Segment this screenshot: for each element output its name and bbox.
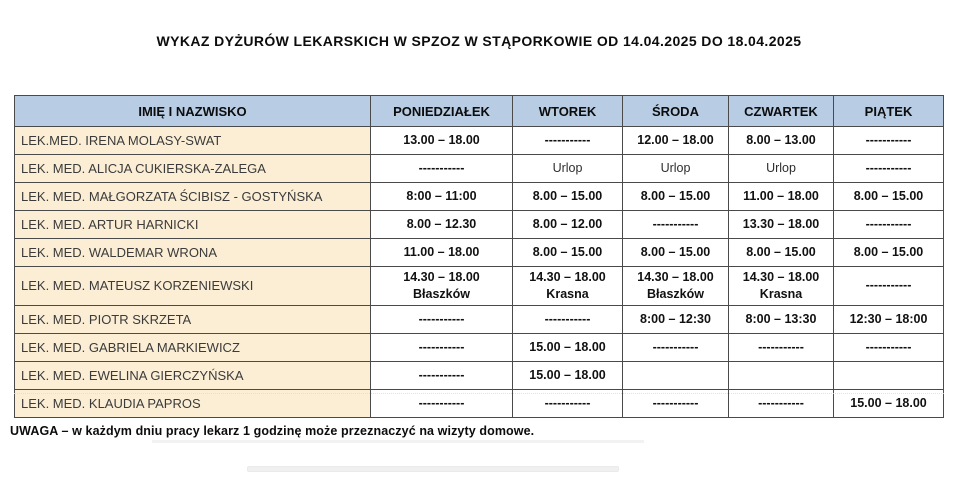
column-header-day-1: PONIEDZIAŁEK bbox=[371, 96, 513, 127]
duty-time-cell: 8:00 – 11:00 bbox=[371, 183, 513, 211]
table-row bbox=[15, 239, 944, 267]
duty-time-cell: ----------- bbox=[371, 361, 513, 389]
page-title: WYKAZ DYŻURÓW LEKARSKICH W SPZOZ W STĄPORKOWIE OD 14.04.2025 DO 18.04.2025 bbox=[156, 33, 802, 49]
duty-schedule-table bbox=[14, 95, 944, 418]
table-row bbox=[15, 183, 944, 211]
faint-divider-artifact bbox=[14, 393, 944, 394]
duty-time-cell: 15.00 – 18.00 bbox=[834, 389, 944, 417]
duty-time-cell: ----------- bbox=[513, 127, 623, 155]
table-row bbox=[15, 211, 944, 239]
duty-time-cell: 15.00 – 18.00 bbox=[513, 361, 623, 389]
duty-time-cell: Urlop bbox=[513, 155, 623, 183]
duty-time-cell: 8.00 – 15.00 bbox=[834, 239, 944, 267]
doctor-name-cell: LEK. MED. EWELINA GIERCZYŃSKA bbox=[15, 361, 371, 389]
duty-time-cell: 13.00 – 18.00 bbox=[371, 127, 513, 155]
duty-time-cell: ----------- bbox=[729, 389, 834, 417]
table-body bbox=[15, 127, 944, 418]
duty-time-cell: ----------- bbox=[371, 389, 513, 417]
duty-time-cell: 15.00 – 18.00 bbox=[513, 333, 623, 361]
table-row bbox=[15, 305, 944, 333]
footer-note: UWAGA – w każdym dniu pracy lekarz 1 godzinę może przeznaczyć na wizyty domowe. bbox=[10, 424, 535, 438]
duty-time-cell: 8.00 – 15.00 bbox=[729, 239, 834, 267]
duty-time-cell: 8:00 – 12:30 bbox=[623, 305, 729, 333]
doctor-name-cell: LEK. MED. ALICJA CUKIERSKA-ZALEGA bbox=[15, 155, 371, 183]
duty-time-cell: ----------- bbox=[513, 305, 623, 333]
duty-time-cell: ----------- bbox=[513, 389, 623, 417]
duty-time-cell: 12:30 – 18:00 bbox=[834, 305, 944, 333]
duty-time-cell bbox=[834, 361, 944, 389]
duty-time-cell: Urlop bbox=[729, 155, 834, 183]
duty-time-cell: 8.00 – 15.00 bbox=[623, 183, 729, 211]
duty-time-cell: ----------- bbox=[834, 267, 944, 306]
duty-time-cell: 8.00 – 13.00 bbox=[729, 127, 834, 155]
duty-time-cell: 8.00 – 15.00 bbox=[513, 239, 623, 267]
duty-time-cell: 8.00 – 12.00 bbox=[513, 211, 623, 239]
table-row bbox=[15, 361, 944, 389]
doctor-name-cell: LEK. MED. MATEUSZ KORZENIEWSKI bbox=[15, 267, 371, 306]
duty-time-cell: ----------- bbox=[729, 333, 834, 361]
duty-time-cell: 8.00 – 12.30 bbox=[371, 211, 513, 239]
duty-time-cell: 8.00 – 15.00 bbox=[834, 183, 944, 211]
doctor-name-cell: LEK. MED. GABRIELA MARKIEWICZ bbox=[15, 333, 371, 361]
duty-time-cell: 11.00 – 18.00 bbox=[729, 183, 834, 211]
column-header-day-3: ŚRODA bbox=[623, 96, 729, 127]
column-header-day-4: CZWARTEK bbox=[729, 96, 834, 127]
table-header-row bbox=[15, 96, 944, 127]
duty-time-cell: 14.30 – 18.00 Błaszków bbox=[623, 267, 729, 306]
duty-time-cell: ----------- bbox=[371, 305, 513, 333]
column-header-day-2: WTOREK bbox=[513, 96, 623, 127]
table-row bbox=[15, 333, 944, 361]
doctor-name-cell: LEK. MED. PIOTR SKRZETA bbox=[15, 305, 371, 333]
duty-time-cell: ----------- bbox=[834, 127, 944, 155]
duty-time-cell: 8.00 – 15.00 bbox=[623, 239, 729, 267]
faint-scrollbar-artifact bbox=[247, 466, 619, 472]
duty-time-cell: ----------- bbox=[623, 389, 729, 417]
faint-ghost-text-artifact bbox=[152, 440, 644, 443]
column-header-day-5: PIĄTEK bbox=[834, 96, 944, 127]
duty-time-cell: 8.00 – 15.00 bbox=[513, 183, 623, 211]
duty-time-cell: ----------- bbox=[371, 155, 513, 183]
duty-time-cell bbox=[623, 361, 729, 389]
duty-time-cell: ----------- bbox=[834, 155, 944, 183]
duty-time-cell: 13.30 – 18.00 bbox=[729, 211, 834, 239]
duty-time-cell: Urlop bbox=[623, 155, 729, 183]
duty-time-cell: 14.30 – 18.00 Krasna bbox=[513, 267, 623, 306]
duty-time-cell: 14.30 – 18.00 Krasna bbox=[729, 267, 834, 306]
duty-time-cell: ----------- bbox=[371, 333, 513, 361]
table-row bbox=[15, 155, 944, 183]
doctor-name-cell: LEK. MED. MAŁGORZATA ŚCIBISZ - GOSTYŃSKA bbox=[15, 183, 371, 211]
doctor-name-cell: LEK. MED. KLAUDIA PAPROS bbox=[15, 389, 371, 417]
duty-time-cell bbox=[729, 361, 834, 389]
doctor-name-cell: LEK.MED. IRENA MOLASY-SWAT bbox=[15, 127, 371, 155]
duty-time-cell: ----------- bbox=[834, 211, 944, 239]
table-row bbox=[15, 127, 944, 155]
duty-time-cell: ----------- bbox=[623, 211, 729, 239]
duty-time-cell: 8:00 – 13:30 bbox=[729, 305, 834, 333]
column-header-name: IMIĘ I NAZWISKO bbox=[15, 96, 371, 127]
duty-time-cell: ----------- bbox=[623, 333, 729, 361]
table-row bbox=[15, 267, 944, 306]
duty-time-cell: 12.00 – 18.00 bbox=[623, 127, 729, 155]
doctor-name-cell: LEK. MED. WALDEMAR WRONA bbox=[15, 239, 371, 267]
duty-time-cell: ----------- bbox=[834, 333, 944, 361]
duty-time-cell: 14.30 – 18.00 Błaszków bbox=[371, 267, 513, 306]
duty-time-cell: 11.00 – 18.00 bbox=[371, 239, 513, 267]
doctor-name-cell: LEK. MED. ARTUR HARNICKI bbox=[15, 211, 371, 239]
